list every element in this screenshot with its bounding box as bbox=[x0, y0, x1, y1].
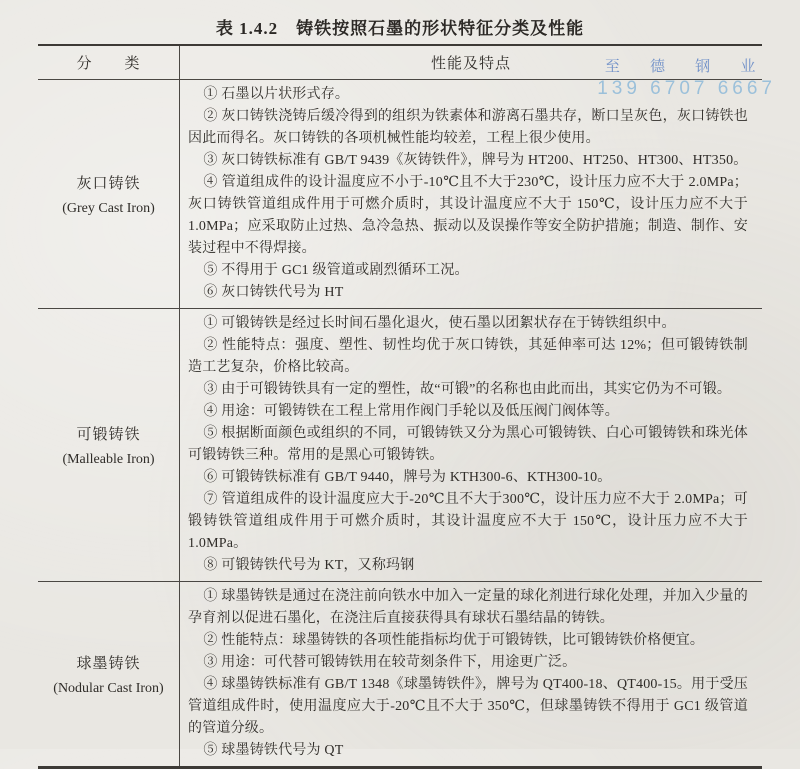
header-cell-performance bbox=[180, 46, 762, 79]
spec-item: ② 性能特点：强度、塑性、韧性均优于灰口铸铁，其延伸率可达 12%；但可锻铸铁制造工艺复杂，价格比较高。 bbox=[188, 338, 748, 375]
spec-item: ① 球墨铸铁是通过在浇注前向铁水中加入一定量的球化剂进行球化处理，并加入少量的孕育剂以促进石墨化，在浇注后直接获得具有球状石墨结晶的铸铁。 bbox=[188, 589, 748, 626]
spec-item: ⑤ 球墨铸铁代号为 QT bbox=[203, 743, 344, 758]
iron-name-cn: 灰口铸铁 bbox=[76, 175, 141, 192]
table-row-malleable-iron bbox=[38, 309, 762, 582]
spec-item: ② 灰口铸铁浇铸后缓冷得到的组织为铁素体和游离石墨共存，断口呈灰色，灰口铸铁也因此而得名。灰口铸铁的各项机械性能均较差，工程上很少使用。 bbox=[188, 109, 748, 146]
watermark-company-text: 至 德 钢 业 bbox=[604, 58, 769, 75]
performance-header-label: 性能及特点 bbox=[430, 56, 511, 72]
iron-name-en: (Grey Cast Iron) bbox=[62, 200, 155, 216]
cast-iron-classification-table bbox=[38, 44, 762, 769]
nodular-cast-iron-name-cell bbox=[38, 582, 180, 766]
spec-item: ⑥ 灰口铸铁代号为 HT bbox=[203, 285, 344, 300]
spec-item: ④ 用途：可锻铸铁在工程上常用作阀门手轮以及低压阀门阀体等。 bbox=[203, 404, 619, 419]
spec-item: ① 可锻铸铁是经过长时间石墨化退火，使石墨以团絮状存在于铸铁组织中。 bbox=[203, 316, 676, 331]
table-title: 表 1.4.2 铸铁按照石墨的形状特征分类及性能 bbox=[215, 19, 585, 38]
nodular-cast-iron-properties-cell bbox=[180, 582, 762, 766]
spec-item: ③ 灰口铸铁标准有 GB/T 9439《灰铸铁件》，牌号为 HT200、HT250、HT300、HT350。 bbox=[203, 153, 748, 168]
spec-item: ④ 球墨铸铁标准有 GB/T 1348《球墨铸铁件》，牌号为 QT400-18、QT400-15。用于受压管道组成件时，使用温度应大于-20℃且不大于 350℃，但球墨铸铁不得用于 GC1 级管道的管道分级。 bbox=[188, 677, 748, 736]
grey-cast-iron-name-cell bbox=[38, 80, 180, 308]
spec-item: ② 性能特点：球墨铸铁的各项性能指标均优于可锻铸铁，比可锻铸铁价格便宜。 bbox=[203, 633, 705, 648]
header-cell-classification bbox=[38, 46, 180, 79]
iron-name-cn: 球墨铸铁 bbox=[76, 655, 141, 672]
iron-name-en: (Nodular Cast Iron) bbox=[53, 680, 164, 696]
spec-item: ④ 管道组成件的设计温度应不小于-10℃且不大于230℃，设计压力应不大于 2.0MPa；灰口铸铁管道组成件用于可燃介质时，其设计温度应不大于 150℃，设计压力应不大于 1.0MPa；应采取防止过热、急冷急热、振动以及误操作等安全防护措施；制造、制作、安装过程中不得焊接。 bbox=[188, 175, 748, 256]
spec-item: ③ 由于可锻铸铁具有一定的塑性，故“可锻”的名称也由此而出，其实它仍为不可锻。 bbox=[203, 382, 732, 397]
spec-item: ⑥ 可锻铸铁标准有 GB/T 9440，牌号为 KTH300-6、KTH300-10。 bbox=[203, 470, 612, 485]
classification-header-label: 分 类 bbox=[76, 56, 141, 72]
spec-item: ⑤ 根据断面颜色或组织的不同，可锻铸铁又分为黑心可锻铸铁、白心可锻铸铁和珠光体可锻铸铁三种。常用的是黑心可锻铸铁。 bbox=[188, 426, 748, 463]
grey-cast-iron-properties-cell bbox=[180, 80, 762, 308]
spec-item: ① 石墨以片状形式存。 bbox=[203, 87, 350, 102]
spec-item: ③ 用途：可代替可锻铸铁用在较苛刻条件下，用途更广泛。 bbox=[203, 655, 577, 670]
malleable-iron-properties-cell bbox=[180, 309, 762, 581]
iron-name-en: (Malleable Iron) bbox=[62, 451, 155, 467]
iron-name-cn: 可锻铸铁 bbox=[76, 426, 141, 443]
table-row-nodular-cast-iron bbox=[38, 582, 762, 766]
malleable-iron-name-cell bbox=[38, 309, 180, 581]
table-header-row bbox=[38, 46, 762, 80]
spec-item: ⑦ 管道组成件的设计温度应大于-20℃且不大于300℃，设计压力应不大于 2.0MPa；可锻铸铁管道组成件用于可燃介质时，其设计温度应不大于 150℃，设计压力应不大于 1.0MPa。 bbox=[188, 492, 748, 551]
watermark-phone-number: 139 6707 6667 bbox=[597, 78, 776, 99]
spec-item: ⑤ 不得用于 GC1 级管道或剧烈循环工况。 bbox=[203, 263, 469, 278]
table-row-grey-cast-iron bbox=[38, 80, 762, 309]
spec-item: ⑧ 可锻铸铁代号为 KT，又称玛钢 bbox=[203, 558, 415, 573]
